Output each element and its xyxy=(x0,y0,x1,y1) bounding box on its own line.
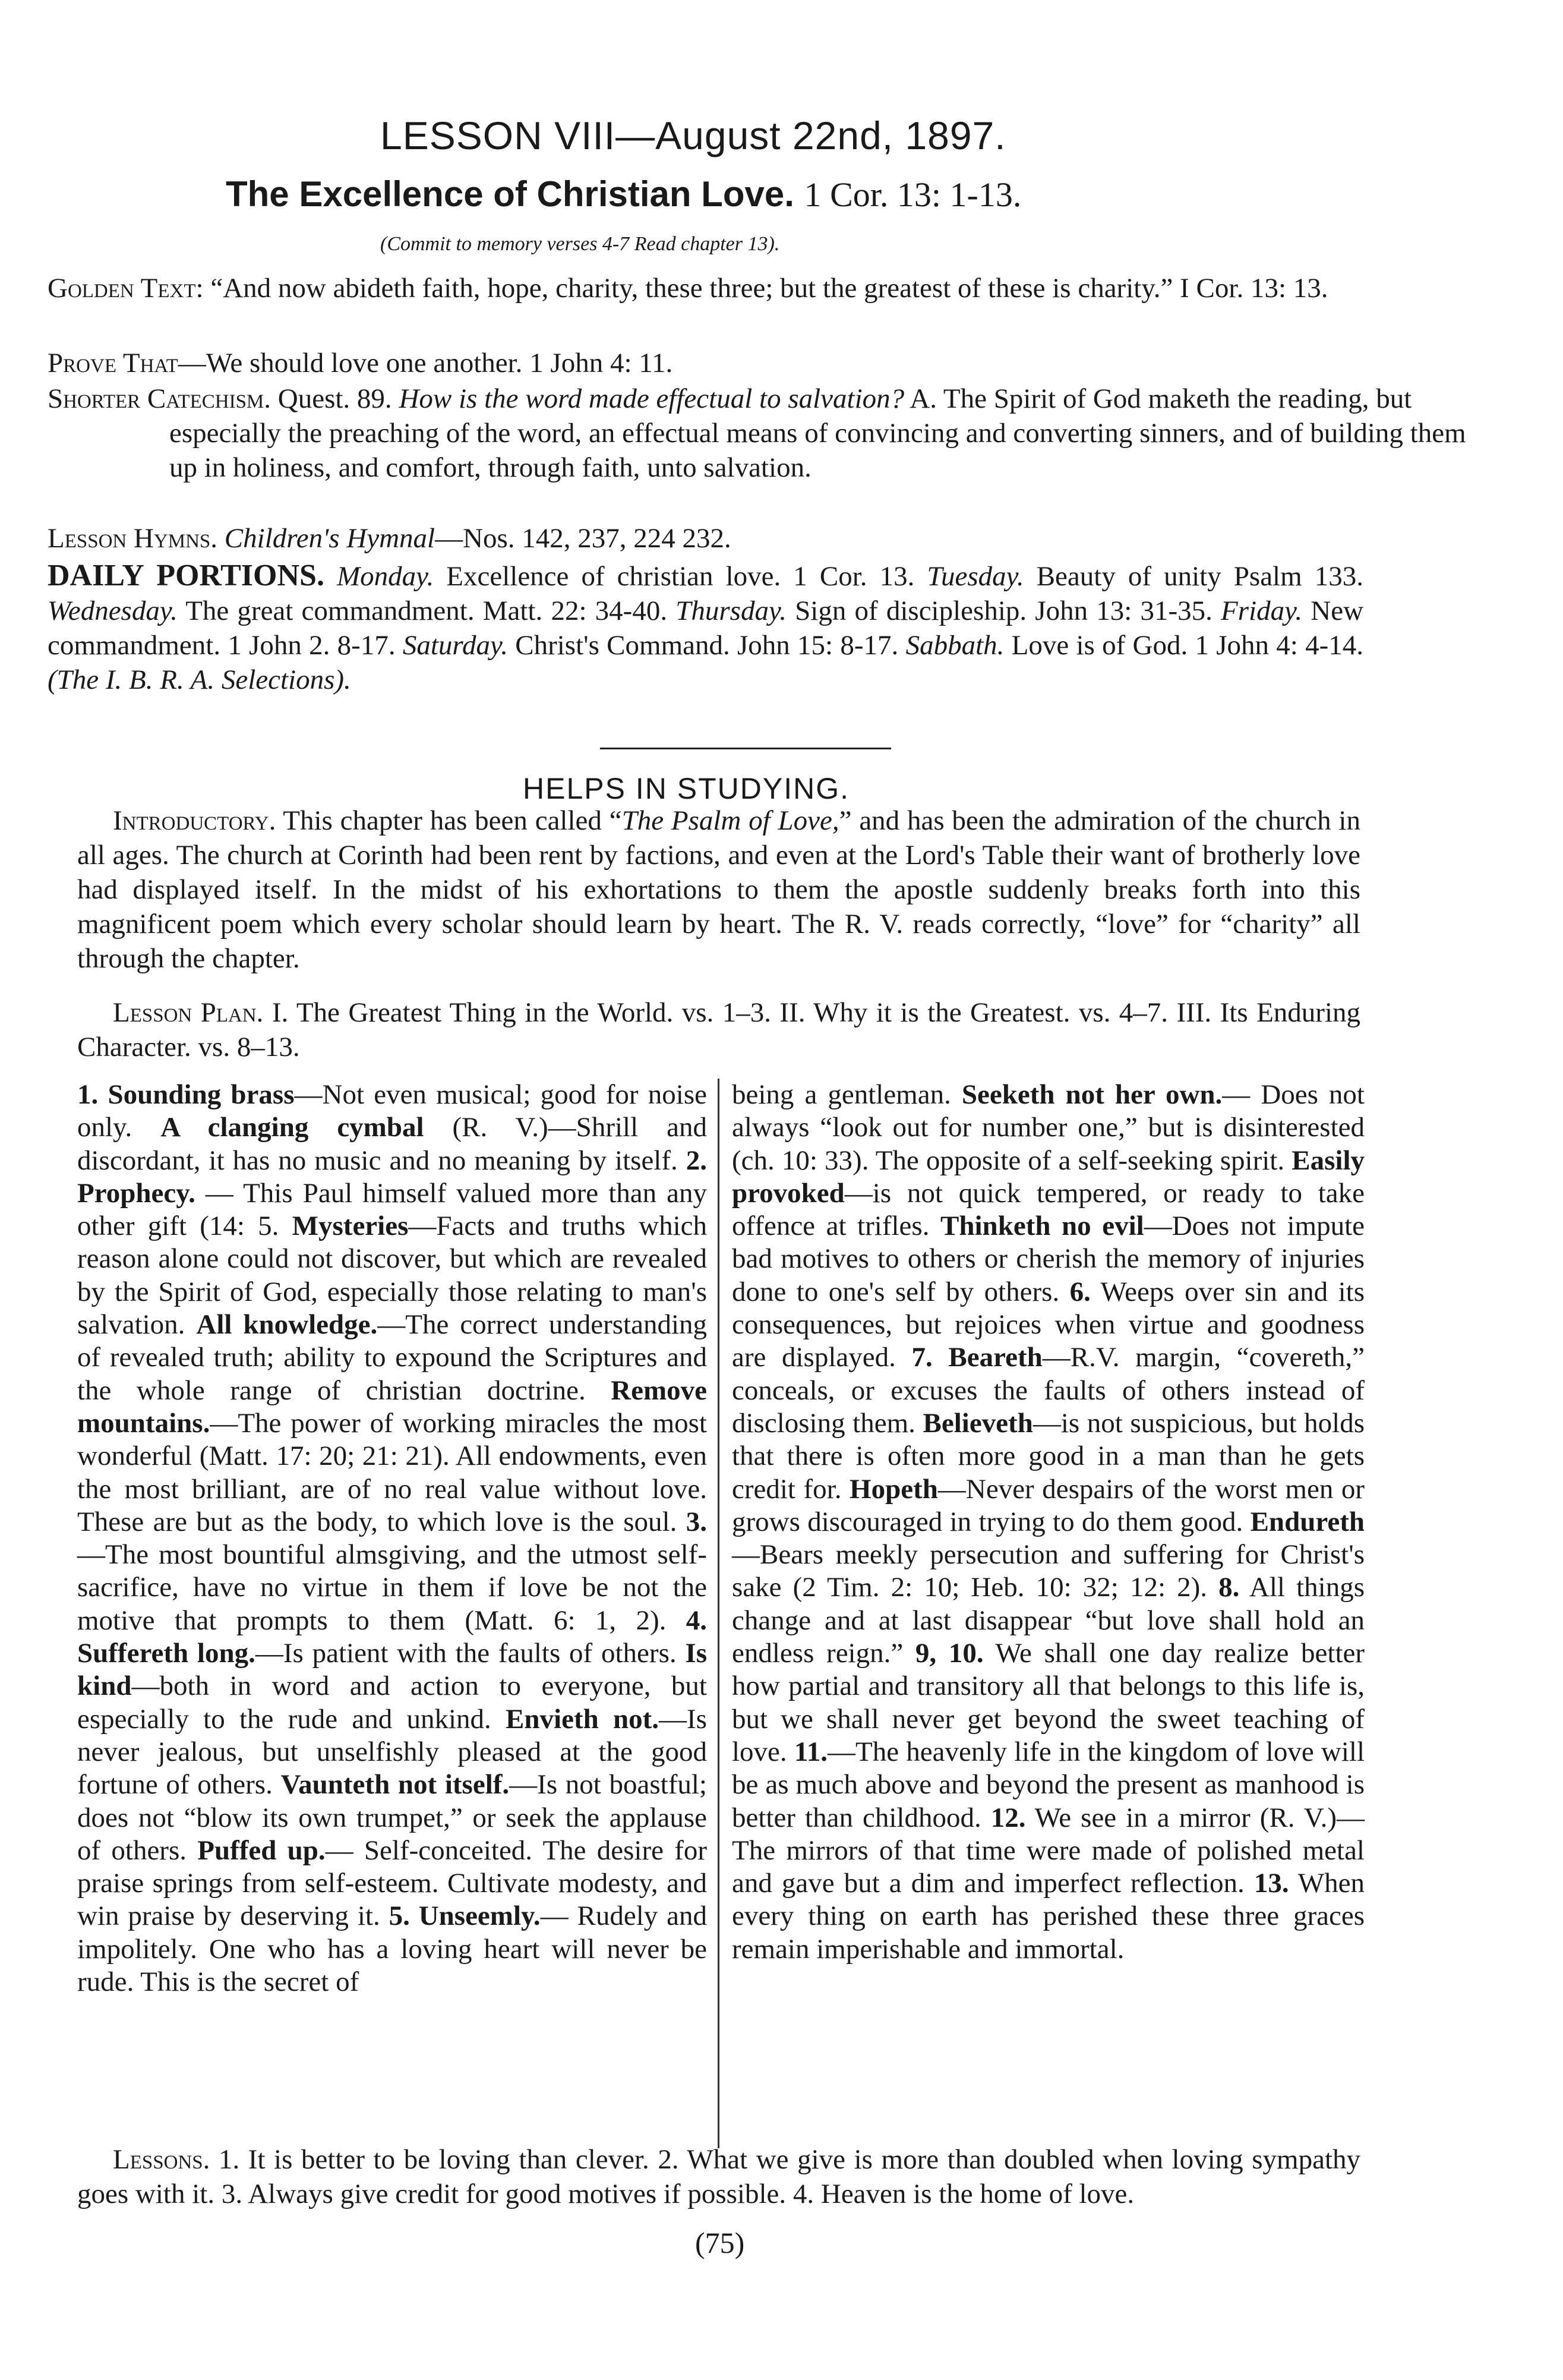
commentary-entry: being a gentleman. xyxy=(732,1079,951,1110)
daily-item: Friday. New commandment. 1 John 2. 8-17. xyxy=(48,595,1364,661)
prove-that-label: Prove That xyxy=(48,348,178,379)
lesson-plan-label: Lesson Plan. xyxy=(113,997,264,1028)
commentary-entry: 3.—The most bountiful almsgiving, and the utmost self-sacrifice, have no virtue in them if love be not the motive that prompts to them (Matt. 6: 1, 2). xyxy=(77,1506,708,1636)
catechism-label: Shorter Catechism. xyxy=(48,383,271,414)
catechism-answer: A. The Spirit of God maketh the reading, but especially the preaching of the word, an effectual means of convincing and converting sinners, and of building them up in holiness, and comfort, through faith, unto salvation. xyxy=(169,383,1466,483)
column-divider xyxy=(718,1079,719,2148)
lessons-text: 1. It is better to be loving than clever. 2. What we give is more than doubled when loving sympathy goes with it. 3. Always give credit for good motives if possible. 4. Heaven is the home of love. xyxy=(77,2144,1361,2209)
commentary-entry: 6. Weeps over sin and its consequences, but rejoices when virtue and goodness are displayed. xyxy=(732,1276,1365,1373)
commentary-entry: Believeth—is not suspicious, but holds that there is often more good in a man than he gets credit for. xyxy=(732,1407,1365,1505)
prove-that xyxy=(48,346,1363,380)
commentary-entry: Vaunteth not itself.—Is not boastful; does not “blow its own trumpet,” or seek the applause of others. xyxy=(77,1769,707,1866)
commentary-entry: 12. We see in a mirror (R. V.)—The mirrors of that time were made of polished metal and gave but a dim and imperfect reflection. xyxy=(732,1802,1365,1899)
daily-portions xyxy=(48,559,1363,697)
catechism-question: How is the word made effectual to salvation? xyxy=(399,383,905,414)
commit-note: (Commit to memory verses 4-7 Read chapter 13). xyxy=(380,233,780,255)
commentary-entry: All knowledge.—The correct understanding of revealed truth; ability to expound the Scriptures and the whole range of christian doctrine. xyxy=(77,1309,707,1406)
prove-that-body: —We should love one another. 1 John 4: 11. xyxy=(178,348,673,379)
commentary-entry: Puffed up.— Self-conceited. The desire for praise springs from self-esteem. Cultivate modesty, and win praise by deserving it. xyxy=(77,1834,708,1932)
daily-item: Saturday. Christ's Command. John 15: 8-17. xyxy=(402,630,899,661)
daily-item: Tuesday. Beauty of unity Psalm 133. xyxy=(927,561,1363,592)
shorter-catechism xyxy=(48,382,1485,485)
daily-item: Sabbath. Love is of God. 1 John 4: 4-14. xyxy=(905,630,1364,661)
commentary-entry: 8. All things change and at last disappear “but love shall hold an endless reign.” xyxy=(732,1572,1365,1669)
commentary-entry: Seeketh not her own.— Does not always “look out for number one,” but is disinterested (ch. 10: 33). The opposite of a self-seeking spirit. xyxy=(732,1079,1365,1176)
daily-item: Monday. Excellence of christian love. 1 Cor. 13. xyxy=(337,561,915,592)
daily-portions-label: DAILY PORTIONS. xyxy=(48,559,324,592)
lesson-plan-text: I. The Greatest Thing in the World. vs. 1–3. II. Why it is the Greatest. vs. 4–7. III. Its Enduring Character. vs. 8–13. xyxy=(77,997,1361,1063)
commentary-entry: Remove mountains.—The power of working miracles the most wonderful (Matt. 17: 20; 21: 21). All endowments, even the most brilliant, are of no real value without love. These are but as the body, to which love is the soul. xyxy=(77,1375,707,1537)
lesson-title: LESSON VIII—August 22nd, 1897. xyxy=(380,114,1006,157)
commentary-entry: 4. Suffereth long.—Is patient with the faults of others. xyxy=(77,1604,708,1669)
lessons-label: Lessons. xyxy=(113,2144,210,2175)
hymns-book: Children's Hymnal xyxy=(224,523,435,554)
golden-text-body: “And now abideth faith, hope, charity, these three; but the greatest of these is charity.” I Cor. 13: 13. xyxy=(210,273,1328,304)
commentary-entry: Mysteries—Facts and truths which reason alone could not discover, but which are revealed by the Spirit of God, especially those relating to man's salvation. xyxy=(77,1211,707,1341)
helps-heading: HELPS IN STUDYING. xyxy=(523,772,850,805)
commentary-entry: 7. Beareth—R.V. margin, “covereth,” conceals, or excuses the faults of others instead of disclosing them. xyxy=(732,1342,1365,1439)
commentary-entry: 13. When every thing on earth has perished these three graces remain imperishable and immortal. xyxy=(732,1868,1365,1965)
commentary-entry: Endureth—Bears meekly persecution and suffering for Christ's sake (2 Tim. 2: 10; Heb. 10: 32; 12: 2). xyxy=(732,1506,1365,1603)
psalm-of-love: The Psalm of Love, xyxy=(621,805,839,836)
commentary-entry: 9, 10. We shall one day realize better how partial and transitory all that belongs to this life is, but we shall never get beyond the sweet teaching of love. xyxy=(732,1638,1365,1767)
daily-portions-source: (The I. B. R. A. Selections). xyxy=(48,664,351,695)
hymns-numbers: —Nos. 142, 237, 224 232. xyxy=(435,523,731,554)
commentary-entry: A clanging cymbal (R. V.)—Shrill and discordant, it has no music and no meaning by itself. xyxy=(77,1112,707,1176)
commentary-entry: Thinketh no evil—Does not impute bad motives to others or cherish the memory of injuries done to one's self by others. xyxy=(732,1211,1365,1307)
lesson-hymns xyxy=(48,521,1363,556)
introductory-paragraph: Introductory. This chapter has been called “The Psalm of Love,” and has been the admiration of the church in all ages. The church at Corinth had been rent by factions, and even at the Lord's Table their want of brotherly love had displayed itself. In the midst of his exhortations to them the apostle suddenly breaks forth into this magnificent poem which every scholar should learn by heart. The R. V. reads correctly, “love” for “charity” all through the chapter. xyxy=(77,805,1360,974)
lesson-subtitle xyxy=(226,174,1021,215)
commentary-entry: 1. Sounding brass—Not even musical; good for noise only. xyxy=(77,1079,707,1143)
subtitle-text: The Excellence of Christian Love. xyxy=(226,174,794,214)
commentary-entry: Is kind—both in word and action to everyone, but especially to the rude and unkind. xyxy=(77,1638,708,1735)
commentary-entry: 11.—The heavenly life in the kingdom of love will be as much above and beyond the present as manhood is better than childhood. xyxy=(732,1736,1365,1833)
commentary-entry: Envieth not.—Is never jealous, but unselfishly pleased at the good fortune of others. xyxy=(77,1703,707,1801)
lesson-plan xyxy=(77,995,1360,1064)
commentary-entry: 5. Unseemly.— Rudely and impolitely. One who has a loving heart will never be rude. This is the secret of xyxy=(77,1900,708,1998)
commentary-entry: 2. Prophecy. — This Paul himself valued more than any other gift (14: 5. xyxy=(77,1145,707,1242)
section-divider xyxy=(600,748,891,749)
introductory-label: Introductory. xyxy=(113,805,276,836)
golden-text xyxy=(48,271,1485,305)
golden-text-label: Golden Text: xyxy=(48,273,204,304)
commentary-left-column xyxy=(77,1079,707,1998)
catechism-quest: Quest. 89. xyxy=(277,383,392,414)
daily-item: Wednesday. The great commandment. Matt. 22: 34-40. xyxy=(48,595,668,626)
lessons-paragraph xyxy=(77,2142,1360,2211)
commentary-entry: Hopeth—Never despairs of the worst men or grows discouraged in trying to do them good. xyxy=(732,1473,1365,1537)
scripture-reference: 1 Cor. 13: 1-13. xyxy=(804,175,1022,214)
page-number: (75) xyxy=(695,2226,745,2259)
commentary-right-column xyxy=(732,1079,1365,1966)
daily-item: Thursday. Sign of discipleship. John 13: 31-35. xyxy=(675,595,1212,626)
hymns-label: Lesson Hymns. xyxy=(48,523,218,554)
commentary-entry: Easily provoked—is not quick tempered, or ready to take offence at trifles. xyxy=(732,1145,1365,1242)
